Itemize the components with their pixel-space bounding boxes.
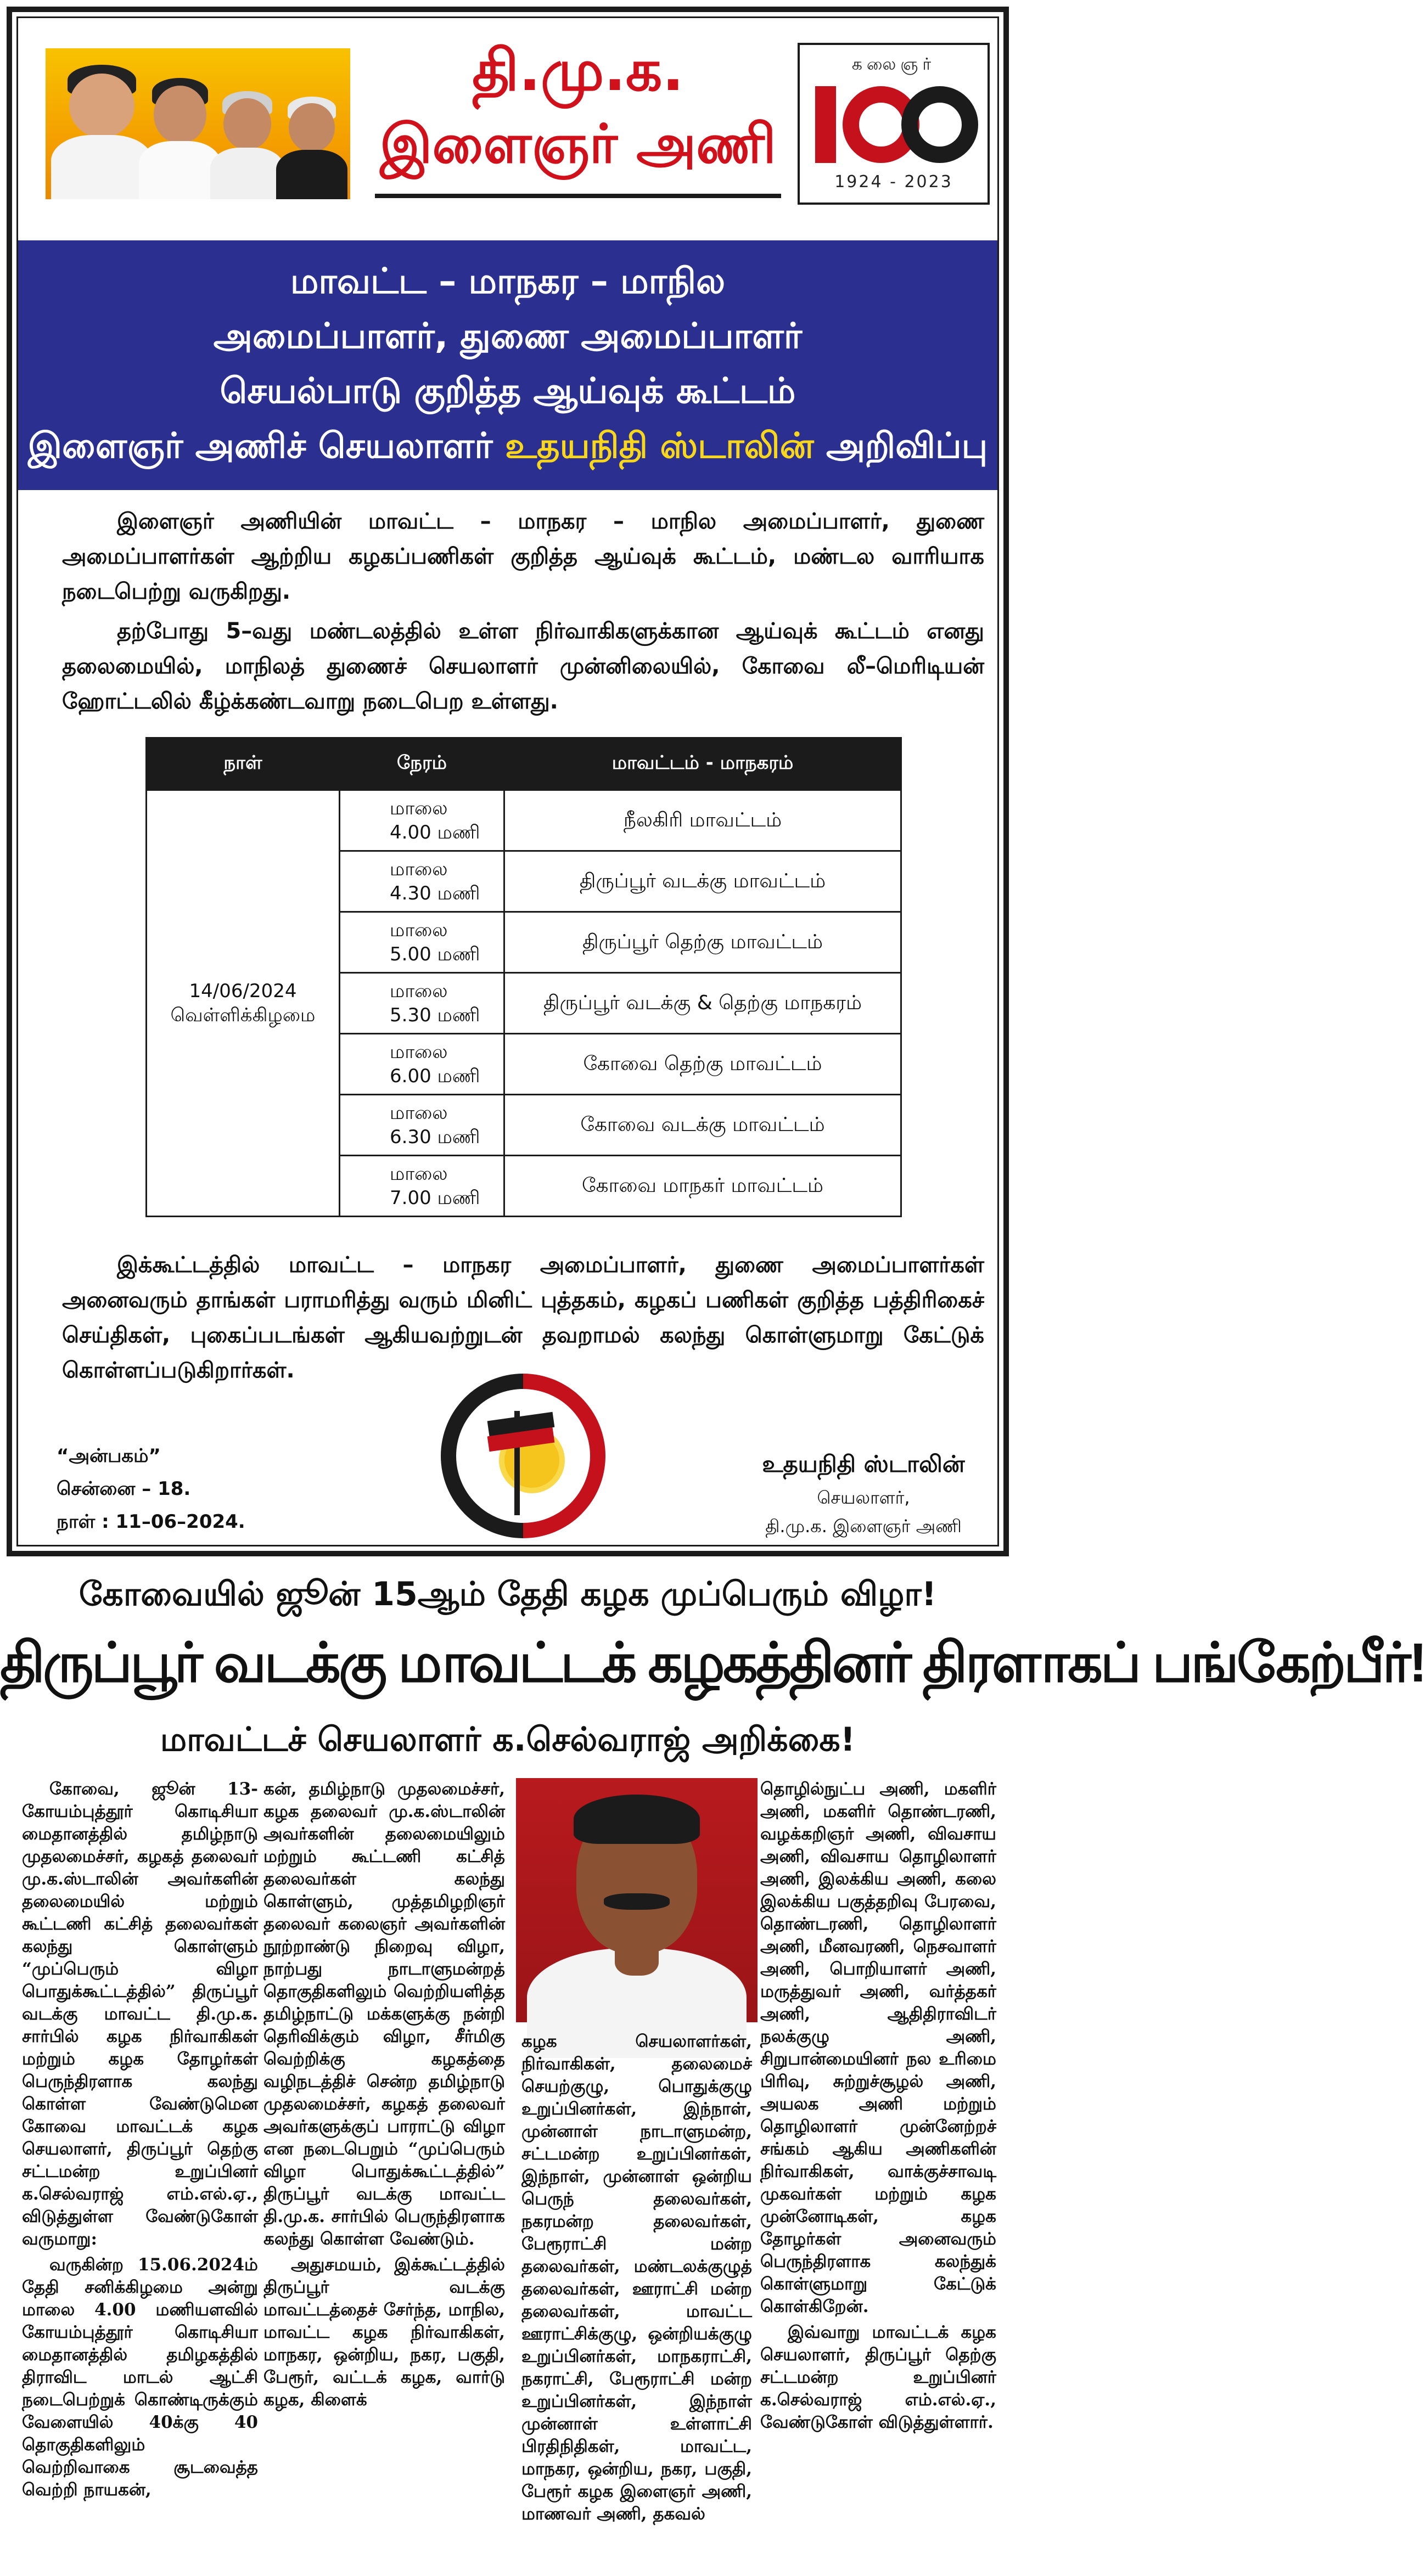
signatory-name: உதயநிதி ஸ்டாலின் [762, 1450, 965, 1477]
schedule-district-cell: திருப்பூர் தெற்கு மாவட்டம் [504, 912, 901, 973]
signatory-role-2: தி.மு.க. இளைஞர் அணி [765, 1516, 962, 1537]
schedule-district-cell: நீலகிரி மாவட்டம் [504, 790, 901, 851]
portrait-hair [574, 1795, 700, 1844]
banner-line-4-suffix: அறிவிப்பு [814, 426, 988, 466]
banner-line-1: மாவட்ட – மாநகர – மாநில [290, 261, 726, 302]
news-paragraph: கழக செயலாளர்கள், நிர்வாகிகள், தலைமைச் செயற்குழு, பொதுக்குழு உறுப்பினர்கள், இந்நாள், முன்னாள் நாடாளுமன்ற, சட்டமன்ற உறுப்பினர்கள், இந்நாள், முன்னாள் ஒன்றிய பெருந் தலைவர்கள், நகரமன்ற தலைவர்கள், பேரூராட்சி மன்ற தலைவர்கள், மண்டலக்குழுத் தலைவர்கள், ஊராட்சி மன்ற தலைவர்கள், மாவட்ட ஊராட்சிக்குழு, ஒன்றியக்குழு உறுப்பினர்கள், மாநகராட்சி, நகராட்சி, பேரூராட்சி மன்ற உறுப்பினர்கள், இந்நாள் முன்னாள் உள்ளாட்சி பிரதிநிதிகள், மாவட்ட, மாநகர, ஒன்றிய, நகர, பகுதி, பேரூர் கழக இளைஞர் அணி, மாணவர் அணி, தகவல் [521, 2032, 752, 2524]
time-value: 6.00 மணி [390, 1065, 480, 1087]
time-label: மாலை [390, 1102, 448, 1124]
schedule-day: வெள்ளிக்கிழமை [170, 1004, 316, 1026]
news-main-headline: திருப்பூர் வடக்கு மாவட்டக் கழகத்தினர் திரளாகப் பங்கேற்பீர்! [0, 1632, 1425, 1694]
time-value: 7.00 மணி [390, 1187, 480, 1209]
news-column-2 [263, 1778, 505, 2568]
announcement-paragraph-2: தற்போது 5–வது மண்டலத்தில் உள்ள நிர்வாகிகளுக்கான ஆய்வுக் கூட்டம் எனது தலைமையில், மாநிலத் துணைச் செயலாளர் முன்னிலையில், கோவை லீ–மெரிடியன் ஹோட்டலில் கீழ்க்கண்டவாறு நடைபெற உள்ளது. [62, 618, 984, 714]
banner-line-4 [18, 419, 997, 474]
leader-figure-1 [51, 59, 153, 199]
banner-line-4-prefix: இளைஞர் அணிச் செயலாளர் [27, 426, 505, 466]
leader-figure-4 [276, 92, 347, 199]
schedule-date-cell [147, 790, 340, 1217]
news-paragraph: கோவை, ஜூன் 13- கோயம்புத்தூர் கொடிசியா மைதானத்தில் தமிழ்நாடு முதலமைச்சர், கழகத் தலைவர் மு.க.ஸ்டாலின் அவர்களின் தலைமையில் மற்றும் கூட்டணி கட்சித் தலைவர்கள் கலந்து கொள்ளும் “முப்பெரும் விழா பொதுக்கூட்டத்தில்” திருப்பூர் வடக்கு மாவட்ட தி.மு.க. சார்பில் கழக நிர்வாகிகள் மற்றும் கழக தோழர்கள் பெருந்திரளாக கலந்து கொள்ள வேண்டுமென கோவை மாவட்டக் கழக செயலாளர், திருப்பூர் தெற்கு சட்டமன்ற உறுப்பினர் க.செல்வராஜ் எம்.எல்.ஏ., விடுத்துள்ள வேண்டுகோள் வருமாறு: [22, 1779, 258, 2249]
time-label: மாலை [390, 797, 448, 819]
logo-ring-black [901, 86, 978, 163]
time-label: மாலை [390, 980, 448, 1002]
time-value: 4.30 மணி [390, 882, 480, 904]
time-value: 6.30 மணி [390, 1126, 480, 1148]
schedule-header-time: நேரம் [340, 738, 504, 790]
logo-top-text: கலைஞர் [851, 55, 936, 74]
time-value: 5.00 மணி [390, 943, 480, 965]
time-label: மாலை [390, 1163, 448, 1185]
time-label: மாலை [390, 919, 448, 941]
schedule-district-cell: கோவை மாநகர் மாவட்டம் [504, 1156, 901, 1217]
schedule-date: 14/06/2024 [189, 980, 297, 1002]
schedule-header-row [147, 738, 901, 790]
news-column-1 [22, 1778, 258, 2568]
party-name: தி.மு.க. [472, 37, 684, 104]
issue-date: நாள் : 11–06–2024. [57, 1511, 245, 1533]
schedule-time-cell [340, 973, 504, 1034]
time-label: மாலை [390, 858, 448, 880]
leaders-photo [46, 48, 350, 199]
time-label: மாலை [390, 1041, 448, 1063]
schedule-time-cell [340, 851, 504, 912]
announcement-inner-border [16, 16, 999, 1546]
logo-digit-one [815, 86, 836, 163]
signatory-block [732, 1445, 995, 1540]
kalaignar-100-logo [798, 43, 990, 205]
schedule-time-cell [340, 1156, 504, 1217]
party-emblem-logo [441, 1374, 605, 1538]
news-paragraph: அதுசமயம், இக்கூட்டத்தில் திருப்பூர் வடக்கு மாவட்டத்தைச் சேர்ந்த, மாநில, மாவட்ட கழக நிர்வாகிகள், மாநகர, ஒன்றிய, நகர, பகுதி, பேரூர், வட்டக் கழக, வார்டு கழக, கிளைக் [263, 2255, 505, 2410]
announcement-paragraph-3: இக்கூட்டத்தில் மாவட்ட – மாநகர அமைப்பாளர், துணை அமைப்பாளர்கள் அனைவரும் தாங்கள் பராமரித்து வரும் மினிட் புத்தகம், கழகப் பணிகள் குறித்த பத்திரிகைச் செய்திகள், புகைப்படங்கள் ஆகியவற்றுடன் தவறாமல் கலந்து கொள்ளுமாறு கேட்டுக் கொள்ளப்படுகிறார்கள். [62, 1252, 984, 1383]
schedule-time-cell [340, 912, 504, 973]
header-divider [375, 194, 781, 198]
news-column-3 [521, 2031, 752, 2568]
schedule-time-cell [340, 1034, 504, 1095]
banner-line-2: அமைப்பாளர், துணை அமைப்பாளர் [213, 316, 803, 357]
announcement-paragraph-1: இளைஞர் அணியின் மாவட்ட – மாநகர – மாநில அமைப்பாளர், துணை அமைப்பாளர்கள் ஆற்றிய கழகப்பணிகள் குறித்த ஆய்வுக் கூட்டம், மண்டல வாரியாக நடைபெற்று வருகிறது. [62, 509, 984, 604]
wing-name: இளைஞர் அணி [380, 113, 776, 176]
announcement-header [18, 18, 997, 240]
banner-line-3: செயல்பாடு குறித்த ஆய்வுக் கூட்டம் [220, 371, 796, 412]
secretary-portrait-photo [516, 1778, 758, 2022]
leader-figure-3 [210, 87, 284, 199]
schedule-header-date: நாள் [147, 738, 340, 790]
news-sub-headline: மாவட்டச் செயலாளர் க.செல்வராஜ் அறிக்கை! [160, 1720, 856, 1759]
news-paragraph: கன், தமிழ்நாடு முதலமைச்சர், கழக தலைவர் மு.க.ஸ்டாலின் அவர்களின் தலைமையிலும் மற்றும் கூட்டணி கட்சித் தலைவர்கள் கலந்து கொள்ளும், முத்தமிழறிஞர் தலைவர் கலைஞர் அவர்களின் நூற்றாண்டு நிறைவு விழா, நாற்பது நாடாளுமன்றத் தொகுதிகளிலும் வெற்றியளித்த தமிழ்நாட்டு மக்களுக்கு நன்றி தெரிவிக்கும் விழா, சீர்மிகு வெற்றிக்கு கழகத்தை வழிநடத்திச் சென்ற தமிழ்நாடு முதலமைச்சர், கழகத் தலைவர் அவர்களுக்குப் பாராட்டு விழா என நடைபெறும் “முப்பெரும் விழா பொதுக்கூட்டத்தில்” திருப்பூர் வடக்கு மாவட்ட தி.மு.க. சார்பில் பெருந்திரளாக கலந்து கொள்ள வேண்டும். [263, 1779, 505, 2249]
schedule-district-cell: கோவை தெற்கு மாவட்டம் [504, 1034, 901, 1095]
signatory-role-1: செயலாளர், [817, 1487, 910, 1508]
news-paragraph: இவ்வாறு மாவட்டக் கழக செயலாளர், திருப்பூர் தெற்கு சட்டமன்ற உறுப்பினர் க.செல்வராஜ் எம்.எல்.ஏ., வேண்டுகோள் விடுத்துள்ளார். [760, 2322, 996, 2432]
schedule-time-cell [340, 1095, 504, 1156]
issue-place-2: சென்னை – 18. [57, 1478, 191, 1500]
banner-highlight-name: உதயநிதி ஸ்டாலின் [504, 426, 814, 466]
issue-place-date [57, 1439, 245, 1538]
schedule-row [147, 790, 901, 851]
time-value: 4.00 மணி [390, 822, 480, 843]
title-banner [18, 240, 997, 490]
news-paragraph: தொழில்நுட்ப அணி, மகளிர் அணி, மகளிர் தொண்டரணி, வழக்கறிஞர் அணி, விவசாய அணி, விவசாய தொழிலாளர் அணி, இலக்கிய அணி, கலை இலக்கிய பகுத்தறிவு பேரவை, தொண்டரணி, தொழிலாளர் அணி, மீனவரணி, நெசவாளர் அணி, பொறியாளர் அணி, மருத்துவர் அணி, வர்த்தகர் அணி, ஆதிதிராவிடர் நலக்குழு அணி, சிறுபான்மையினர் நல உரிமை பிரிவு, சுற்றுச்சூழல் அணி, அயலக அணி மற்றும் தொழிலாளர் முன்னேற்றச் சங்கம் ஆகிய அணிகளின் நிர்வாகிகள், வாக்குச்சாவடி முகவர்கள் மற்றும் கழக முன்னோடிகள், கழக தோழர்கள் அனைவரும் பெருந்திரளாக கலந்துக் கொள்ளுமாறு கேட்டுக் கொள்கிறேன். [760, 1779, 996, 2316]
schedule-district-cell: திருப்பூர் வடக்கு & தெற்கு மாநகரம் [504, 973, 901, 1034]
news-column-4 [760, 1778, 996, 2568]
news-paragraph: வருகின்ற 15.06.2024ம் தேதி சனிக்கிழமை அன்று மாலை 4.00 மணியளவில் கோயம்புத்தூர் கொடிசியா மைதானத்தில் தமிழகத்தில் திராவிட மாடல் ஆட்சி நடைபெற்றுக் கொண்டிருக்கும் வேளையில் 40க்கு 40 தொகுதிகளிலும் வெற்றிவாகை சூடவைத்த வெற்றி நாயகன், [22, 2255, 258, 2500]
time-value: 5.30 மணி [390, 1004, 480, 1026]
logo-years: 1924 - 2023 [834, 172, 953, 192]
schedule-header-district: மாவட்டம் - மாநகரம் [504, 738, 901, 790]
issue-place-1: “அன்பகம்” [57, 1445, 161, 1467]
announcement-box [7, 7, 1009, 1556]
leader-figure-2 [139, 73, 221, 199]
news-kicker-headline: கோவையில் ஜூன் 15ஆம் தேதி கழக முப்பெரும் விழா! [78, 1575, 937, 1613]
schedule-district-cell: திருப்பூர் வடக்கு மாவட்டம் [504, 851, 901, 912]
schedule-time-cell [340, 790, 504, 851]
emblem-inner [456, 1389, 590, 1523]
schedule-district-cell: கோவை வடக்கு மாவட்டம் [504, 1095, 901, 1156]
portrait-moustache [604, 1893, 670, 1910]
schedule-table [145, 737, 902, 1217]
